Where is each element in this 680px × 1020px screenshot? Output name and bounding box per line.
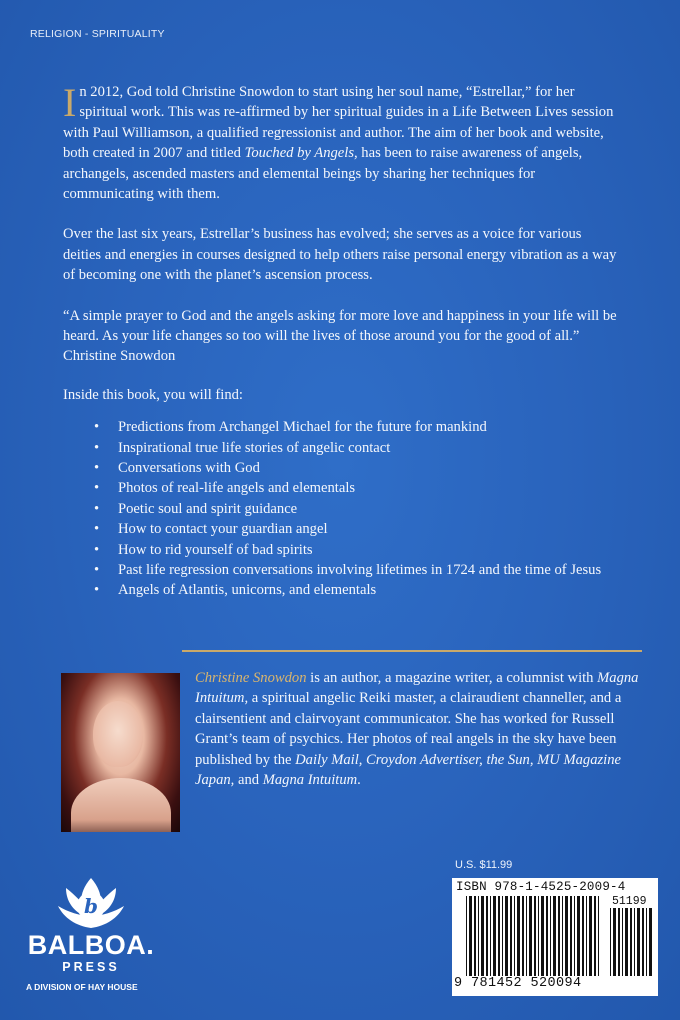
publisher-division: A DIVISION OF HAY HOUSE [26, 982, 138, 992]
list-item: • How to contact your guardian angel [94, 519, 623, 539]
addon-number: 51199 [612, 895, 647, 908]
list-item: • Inspirational true life stories of angelic contact [94, 438, 623, 458]
publisher-name: BALBOA. [27, 930, 155, 960]
bullet-icon: • [94, 521, 100, 538]
bullet-icon: • [94, 460, 100, 477]
intro-paragraph [63, 82, 623, 204]
bullet-icon: • [94, 419, 100, 436]
quote-text: “A simple prayer to God and the angels asking for more love and happiness in your life will be heard. As your life changes so too will the lives of those around you for the good of all.” [63, 307, 617, 345]
ean-number: 9 781452 520094 [454, 976, 582, 991]
quote-attribution: Christine Snowdon [63, 348, 176, 365]
isbn-text: ISBN 978-1-4525-2009-4 [456, 880, 626, 894]
logo-letter: b [84, 894, 98, 918]
author-shoulders [71, 778, 171, 832]
gold-divider [182, 650, 642, 652]
back-cover-copy [63, 82, 623, 601]
bullet-icon: • [94, 582, 100, 599]
book-title: Touched by Angels, [244, 145, 358, 162]
contents-list [94, 417, 623, 601]
list-item: • Past life regression conversations involving lifetimes in 1724 and the time of Jesus [94, 560, 623, 580]
list-item: • Predictions from Archangel Michael for the future for mankind [94, 417, 623, 437]
addon-bars [610, 908, 654, 976]
category-label: RELIGION - SPIRITUALITY [30, 28, 165, 40]
bullet-icon: • [94, 439, 100, 456]
bullet-icon: • [94, 541, 100, 558]
intro-text-2: has been to raise awareness of angels, archangels, ascended masters and elemental beings by sharing her techniques for communicating with them. [63, 145, 583, 203]
business-paragraph: Over the last six years, Estrellar’s business has evolved; she serves as a voice for various deities and energies in courses designed to help others raise personal energy vibration as a way of becoming one with the planet’s ascension process. [63, 226, 617, 284]
lotus-icon [26, 876, 156, 932]
intro-text-1: n 2012, God told Christine Snowdon to start using her soul name, “Estrellar,” for her spiritual work. This was re-affirmed by her spiritual guides in a Life Between Lives session with Paul Williamson, a qualified regressionist and author. The aim of her book and website, both created in 2007 and titled [63, 84, 614, 162]
publisher-logo [26, 876, 156, 996]
author-bio: Christine Snowdon is an author, a magazine writer, a columnist with Magna Intuitum, a spiritual angelic Reiki master, a clairaudient channeller, and a clairsentient and clairvoyant communicator. She has worked for Russell Grant’s team of psychics. Her photos of real angels in the sky have been published by the Daily Mail, Croydon Advertiser, the Sun, MU Magazine Japan, and Magna Intuitum. [195, 670, 639, 789]
author-name: Christine Snowdon [195, 670, 307, 686]
magazine-name: Magna Intuitum, [195, 670, 639, 707]
publications: Daily Mail, Croydon Advertiser, the Sun, MU Magazine Japan, [195, 751, 622, 789]
bullet-icon: • [94, 500, 100, 517]
magazine-name: Magna Intuitum [262, 772, 358, 789]
drop-cap: I [63, 80, 77, 125]
list-item: • Poetic soul and spirit guidance [94, 499, 623, 519]
list-intro: Inside this book, you will find: [63, 386, 243, 403]
list-item: • Angels of Atlantis, unicorns, and elementals [94, 580, 623, 600]
list-item: • Photos of real-life angels and elementals [94, 478, 623, 498]
list-item: • Conversations with God [94, 458, 623, 478]
author-photo [61, 673, 180, 832]
bullet-icon: • [94, 480, 100, 497]
publisher-sub: PRESS [62, 960, 120, 974]
bullet-icon: • [94, 562, 100, 579]
barcode-bars [466, 896, 602, 976]
list-item: • How to rid yourself of bad spirits [94, 540, 623, 560]
isbn-barcode [452, 878, 658, 996]
author-face [93, 701, 143, 767]
price-label: U.S. $11.99 [455, 859, 513, 871]
quote-paragraph [63, 306, 623, 367]
